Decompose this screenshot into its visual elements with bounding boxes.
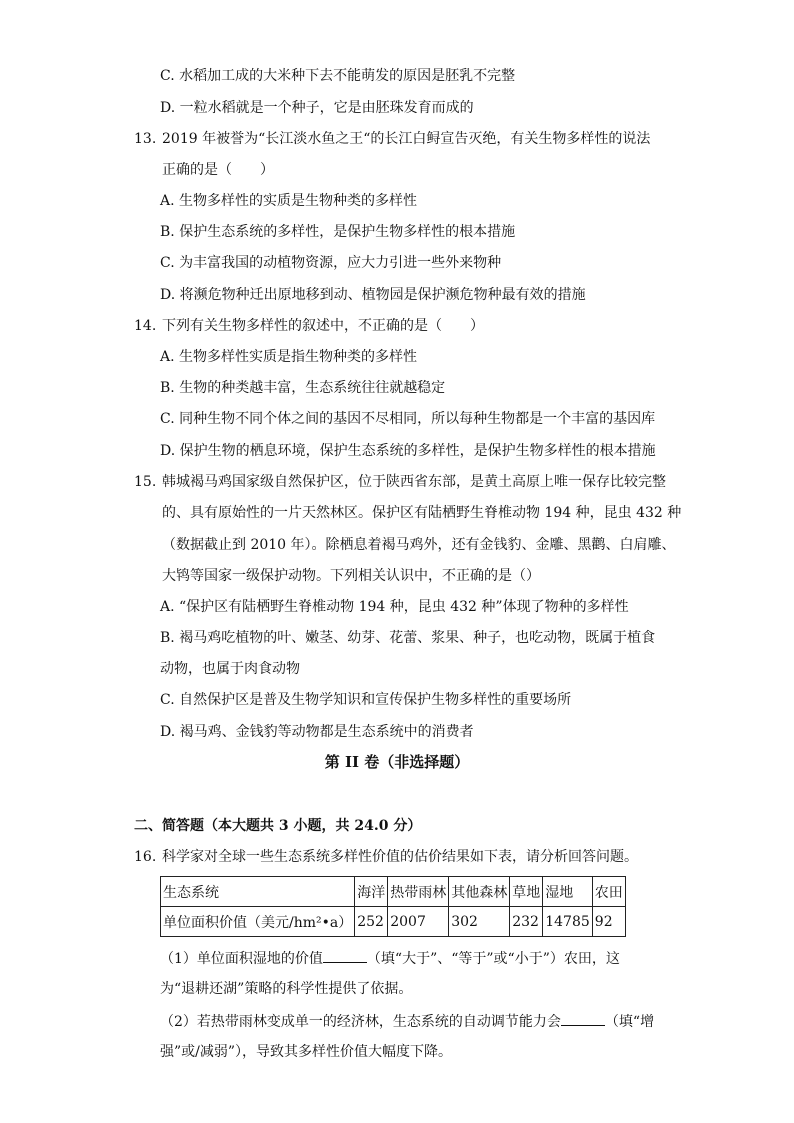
q16-stem: 科学家对全球一些生态系统多样性价值的估价结果如下表，请分析回答问题。 — [162, 849, 638, 865]
answer-blank-2[interactable] — [561, 1011, 605, 1026]
table-cell: 14785 — [543, 907, 593, 937]
table-header-row — [161, 877, 626, 907]
q16-part1-text-a: （1）单位面积湿地的价值 — [160, 951, 323, 967]
q15-option-b-line2: 动物，也属于肉食动物 — [160, 661, 300, 677]
part-title: 第 II 卷（非选择题） — [324, 753, 470, 771]
q16-part1-line1 — [160, 948, 620, 969]
q13-stem-line1: 2019 年被誉为“长江淡水鱼之王“的长江白鲟宣告灭绝，有关生物多样性的说法 — [162, 131, 651, 147]
q15-option-c: C. 自然保护区是普及生物学知识和宣传保护生物多样性的重要场所 — [160, 692, 572, 708]
q14-option-d: D. 保护生物的栖息环境，保护生态系统的多样性，是保护生物多样性的根本措施 — [160, 443, 656, 459]
value-table — [160, 876, 626, 937]
table-cell: 生态系统 — [161, 877, 355, 907]
table-cell: 单位面积价值（美元/hm²•a） — [161, 907, 355, 937]
table-cell: 农田 — [592, 877, 625, 907]
q13-option-a: A. 生物多样性的实质是生物种类的多样性 — [160, 193, 418, 209]
table-cell: 2007 — [388, 907, 449, 937]
q15-stem-line4: 大鸨等国家一级保护动物。下列相关认识中，不正确的是（） — [162, 568, 540, 584]
q16-part2-text-b: （填“增 — [604, 1014, 655, 1030]
q14-option-a: A. 生物多样性实质是指生物种类的多样性 — [160, 349, 418, 365]
table-cell: 海洋 — [355, 877, 388, 907]
table-cell: 252 — [355, 907, 388, 937]
q12-option-c: C. 水稻加工成的大米种下去不能萌发的原因是胚乳不完整 — [160, 68, 516, 84]
table-cell: 其他森林 — [449, 877, 510, 907]
answer-blank-1[interactable] — [323, 948, 367, 963]
q16-part2-line2: 强”或/减弱”），导致其多样性价值大幅度下降。 — [160, 1044, 453, 1060]
section-title: 二、简答题（本大题共 3 小题，共 24.0 分） — [134, 818, 422, 834]
q16-part2-text-a: （2）若热带雨林变成单一的经济林，生态系统的自动调节能力会 — [160, 1014, 561, 1030]
q15-option-b-line1: B. 褐马鸡吃植物的叶、嫩茎、幼芽、花蕾、浆果、种子，也吃动物，既属于植食 — [160, 630, 656, 646]
q16-number: 16. — [134, 849, 157, 865]
table-cell: 92 — [592, 907, 625, 937]
q13-option-d: D. 将濒危物种迁出原地移到动、植物园是保护濒危物种最有效的措施 — [160, 287, 586, 303]
q16-part2-line1 — [160, 1011, 654, 1032]
q15-stem-line2: 的、具有原始性的一片天然林区。保护区有陆栖野生脊椎动物 194 种，昆虫 432 种 — [162, 505, 682, 521]
table-cell: 302 — [449, 907, 510, 937]
q15-option-a: A. “保护区有陆栖野生脊椎动物 194 种，昆虫 432 种”体现了物种的多样性 — [160, 599, 629, 615]
q13-option-b: B. 保护生态系统的多样性，是保护生物多样性的根本措施 — [160, 224, 516, 240]
q14-number: 14. — [134, 318, 157, 334]
q13-stem-line2: 正确的是（ ） — [162, 162, 274, 178]
q13-number: 13. — [134, 131, 157, 147]
table-cell: 232 — [510, 907, 543, 937]
table-cell: 草地 — [510, 877, 543, 907]
table-cell: 热带雨林 — [388, 877, 449, 907]
table-cell: 湿地 — [543, 877, 593, 907]
table-row — [161, 907, 626, 937]
q15-option-d: D. 褐马鸡、金钱豹等动物都是生态系统中的消费者 — [160, 724, 474, 740]
q16-part1-line2: 为“退耕还湖”策略的科学性提供了依据。 — [160, 981, 413, 997]
q13-option-c: C. 为丰富我国的动植物资源，应大力引进一些外来物种 — [160, 255, 502, 271]
q16-part1-text-b: （填“大于”、“等于”或“小于”）农田，这 — [366, 951, 620, 967]
q15-stem-line1: 韩城褐马鸡国家级自然保护区，位于陕西省东部，是黄土高原上唯一保存比较完整 — [162, 474, 666, 490]
q14-option-b: B. 生物的种类越丰富，生态系统往往就越稳定 — [160, 380, 446, 396]
q15-stem-line3: （数据截止到 2010 年）。除栖息着褐马鸡外，还有金钱豹、金雕、黑鹳、白肩雕、 — [162, 537, 676, 553]
q14-stem: 下列有关生物多样性的叙述中，不正确的是（ ） — [162, 318, 484, 334]
q15-number: 15. — [134, 474, 157, 490]
q12-option-d: D. 一粒水稻就是一个种子，它是由胚珠发育而成的 — [160, 100, 474, 116]
q14-option-c: C. 同种生物不同个体之间的基因不尽相同，所以每种生物都是一个丰富的基因库 — [160, 411, 656, 427]
